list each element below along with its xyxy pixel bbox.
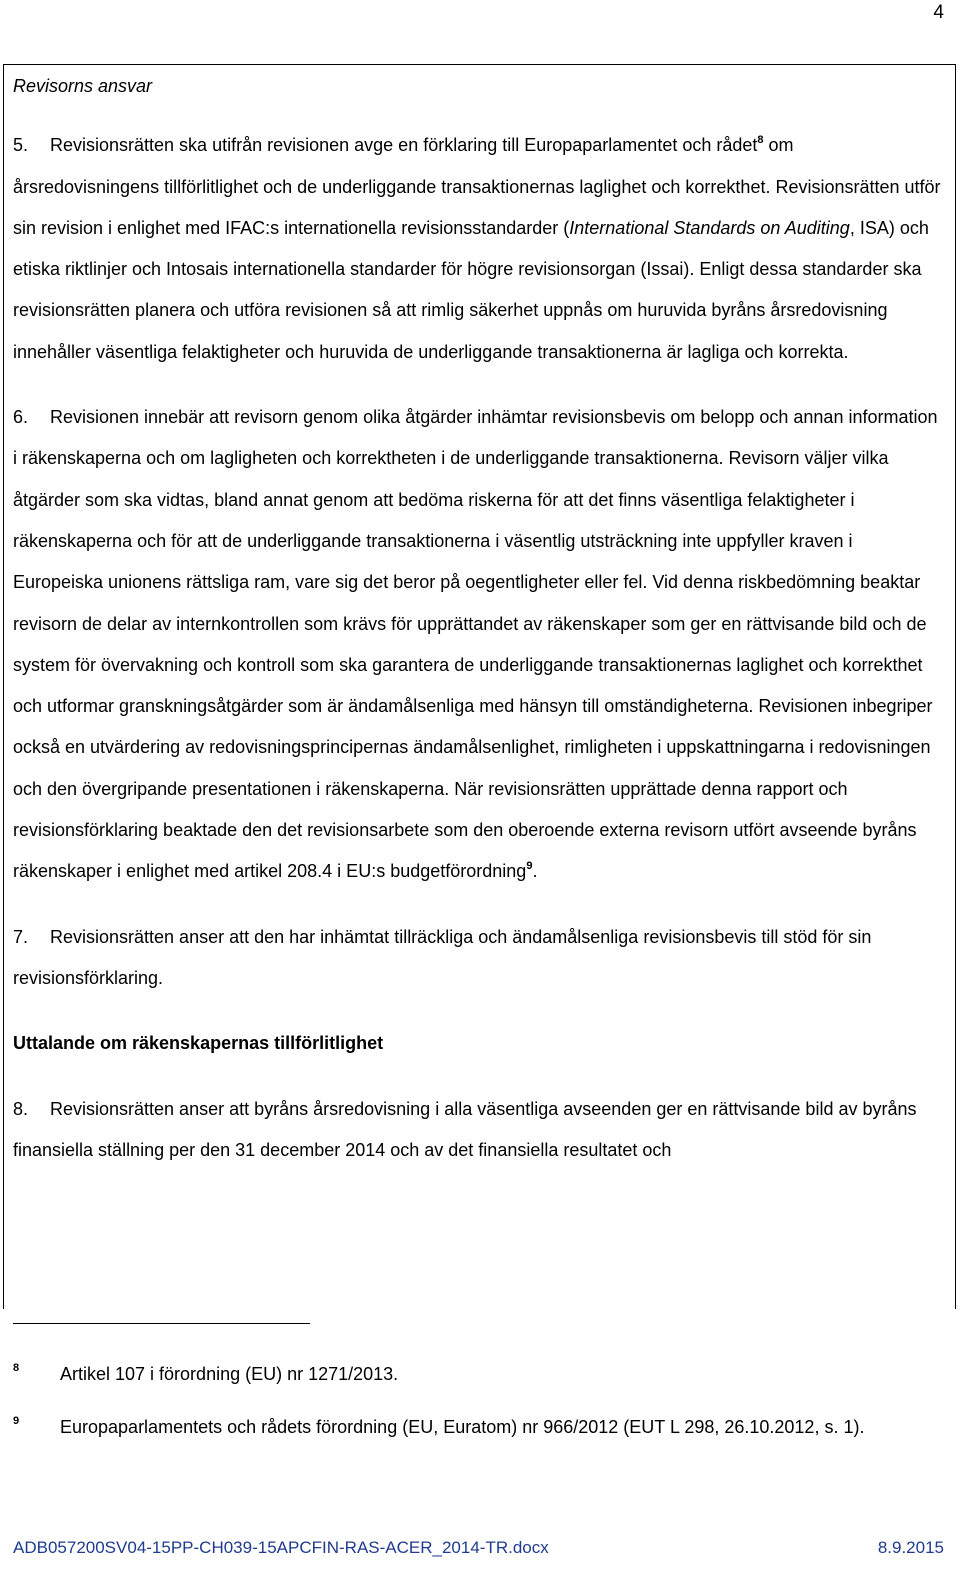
section-heading-opinion: Uttalande om räkenskapernas tillförlitlighet bbox=[13, 1033, 384, 1054]
page-footer bbox=[13, 1538, 944, 1558]
paragraph-number: 5. bbox=[13, 135, 29, 156]
footnote-mark: 8 bbox=[13, 1362, 20, 1374]
section-heading-responsibility: Revisorns ansvar bbox=[13, 76, 153, 96]
paragraph-5 bbox=[13, 125, 941, 373]
footnote-8 bbox=[13, 1360, 943, 1388]
footer-filename: ADB057200SV04-15PP-CH039-15APCFIN-RAS-ACER_2014-TR.docx bbox=[13, 1538, 549, 1557]
paragraph-number: 6. bbox=[13, 407, 29, 428]
paragraph-text: Revisionsrätten anser att byråns årsredovisning i alla väsentliga avseenden ger en rättvisande bild av byråns finansiella ställning per den 31 december 2014 och av det finansiella resultatet och bbox=[13, 1098, 917, 1160]
footer-date: 8.9.2015 bbox=[877, 1538, 944, 1557]
footnote-text: Europaparlamentets och rådets förordning (EU, Euratom) nr 966/2012 (EUT L 298, 26.10.2012, s. 1). bbox=[60, 1417, 865, 1437]
paragraph-6 bbox=[13, 397, 941, 893]
paragraph-8 bbox=[13, 1089, 941, 1172]
paragraph-text: Revisionsrätten ska utifrån revisionen avge en förklaring till Europaparlamentet och rådet bbox=[50, 135, 758, 156]
footnote-ref-8[interactable]: 8 bbox=[757, 134, 764, 147]
paragraph-text: om årsredovisningens tillförlitlighet och de underliggande transaktionernas laglighet och korrekthet. Revisionsrätten utför sin revision i enlighet med IFAC:s internationella revisionsstandarder ( bbox=[13, 135, 941, 238]
paragraph-text: , ISA) och etiska riktlinjer och Intosais internationella standarder för högre revisionsorgan (Issai). Enligt dessa standarder ska revisionsrätten planera och utföra revisionen så att rimlig säkerhet uppnås om huruvida byråns årsredovisning innehåller väsentliga felaktigheter och huruvida de underliggande transaktionerna är lagliga och korrekta. bbox=[13, 217, 929, 362]
footnote-text: Artikel 107 i förordning (EU) nr 1271/2013. bbox=[60, 1364, 399, 1384]
paragraph-number: 8. bbox=[13, 1098, 29, 1119]
footnote-separator bbox=[13, 1323, 310, 1324]
paragraph-text: Revisionen innebär att revisorn genom olika åtgärder inhämtar revisionsbevis om belopp och annan information i räkenskaperna och om lagligheten och korrektheten i de underliggande transaktionerna. Revisorn väljer vilka åtgärder som ska vidtas, bland annat genom att bedöma riskerna för att det finns väsentliga felaktigheter i räkenskaperna och för att de underliggande transaktionerna i väsentlig utsträckning inte uppfyller kraven i Europeiska unionens rättsliga ram, vare sig det beror på oegentligheter eller fel. Vid denna riskbedömning beaktar revisorn de delar av internkontrollen som krävs för upprättandet av räkenskaper som ger en rättvisande bild och de system för övervakning och kontroll som ska garantera de underliggande transaktionernas laglighet och korrekthet och utformar granskningsåtgärder som är ändamålsenliga med hänsyn till omständigheterna. Revisionen inbegriper också en utvärdering av redovisningsprincipernas ändamålsenlighet, rimligheten i uppskattningarna i redovisningen och den övergripande presentationen i räkenskaperna. När revisionsrätten upprättade denna rapport och revisionsförklaring beaktade den det revisionsarbete som den oberoende externa revisorn utfört avseende byråns räkenskaper i enlighet med artikel 208.4 i EU:s budgetförordning bbox=[13, 407, 938, 882]
document-body bbox=[13, 66, 941, 1171]
paragraph-text: . bbox=[532, 861, 538, 882]
paragraph-text: Revisionsrätten anser att den har inhämtat tillräckliga och ändamålsenliga revisionsbevis till stöd för sin revisionsförklaring. bbox=[13, 926, 872, 988]
italic-term: International Standards on Auditing bbox=[569, 217, 850, 238]
footnote-ref-9[interactable]: 9 bbox=[526, 860, 533, 873]
paragraph-number: 7. bbox=[13, 926, 29, 947]
footnote-mark: 9 bbox=[13, 1415, 20, 1427]
page-number: 4 bbox=[933, 2, 944, 23]
paragraph-7 bbox=[13, 917, 941, 1000]
footnote-9 bbox=[13, 1413, 943, 1441]
